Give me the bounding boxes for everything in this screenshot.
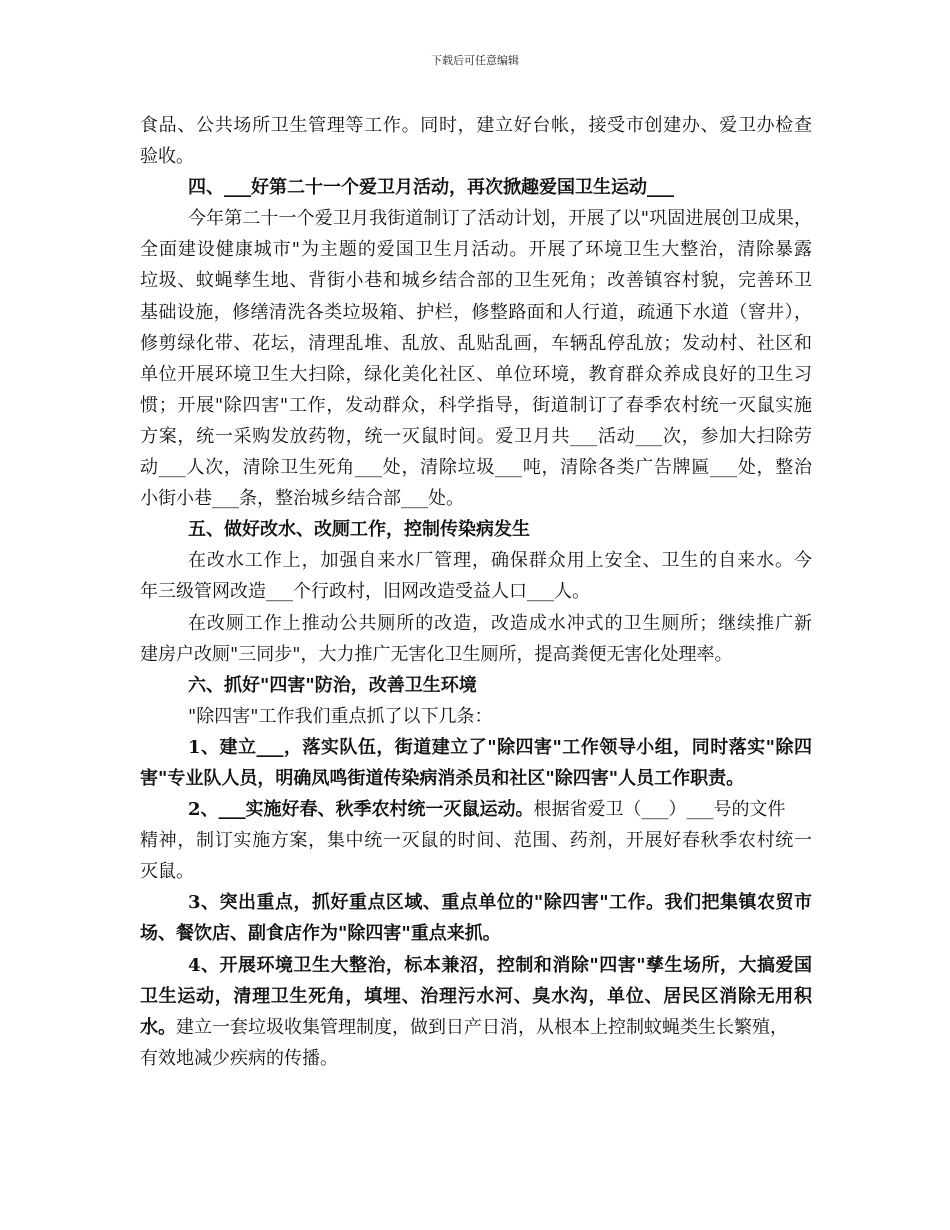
paragraph-line: 垃圾、蚊蝇孳生地、背街小巷和城乡结合部的卫生死角；改善镇容村貌，完善环卫 [140,270,812,292]
paragraph-line: 精神，制订实施方案，集中统一灭鼠的时间、范围、药剂，开展好春秋季农村统一 [140,830,812,852]
paragraph-line: 全面建设健康城市"为主题的爱国卫生月活动。开展了环境卫生大整治，清除暴露 [140,239,812,261]
section-heading: 四、___好第二十一个爱卫月活动，再次掀趣爱国卫生运动___ [188,177,674,199]
paragraph-line: 有效地减少疾病的传播。 [140,1047,338,1069]
document-body [140,110,812,1074]
paragraph-line: 今年第二十一个爱卫月我街道制订了活动计划，开展了以"巩固进展创卫成果， [188,208,812,230]
paragraph-line: 方案，统一采购发放药物，统一灭鼠时间。爱卫月共___活动___次，参加大扫除劳 [140,425,812,447]
paragraph-line: 4、开展环境卫生大整治，标本兼沼，控制和消除"四害"孳生场所，大搞爱国 [188,954,812,976]
paragraph-line: 小街小巷___条，整治城乡结合部___处。 [140,488,464,510]
paragraph-line [140,1012,812,1043]
paragraph-line: 动___人次，清除卫生死角___处，清除垃圾___吨，清除各类广告牌匾___处，整治 [140,457,812,479]
paragraph-line: 单位开展环境卫生大扫除，绿化美化社区、单位环境，教育群众养成良好的卫生习 [140,363,812,385]
section-heading: 六、抓好"四害"防治，改善卫生环境 [188,674,477,696]
inline-bold-text: 水。 [140,1016,176,1038]
section-heading: 五、做好改水、改厕工作，控制传染病发生 [188,519,530,541]
inline-text: 根据省爱卫（___）___号的文件 [533,799,786,821]
paragraph-line [140,794,812,825]
inline-text: 建立一套垃圾收集管理制度，做到日产日消，从根本上控制蚊蝇类生长繁殖， [176,1016,788,1038]
paragraph-line: "除四害"工作我们重点抓了以下几条： [188,705,493,727]
paragraph-line: 修剪绿化带、花坛，清理乱堆、乱放、乱贴乱画，车辆乱停乱放；发动村、社区和 [140,332,812,354]
paragraph-line: 在改厕工作上推动公共厕所的改造，改造成水冲式的卫生厕所；继续推广新 [188,612,812,634]
paragraph-line: 年三级管网改造___个行政村，旧网改造受益人口___人。 [140,581,590,603]
paragraph-line: 卫生运动，清理卫生死角，填埋、治理污水河、臭水沟，单位、居民区消除无用积 [140,985,812,1007]
paragraph-line: 3、突出重点，抓好重点区域、重点单位的"除四害"工作。我们把集镇农贸市 [188,892,812,914]
paragraph-line: 基础设施，修缮清洗各类垃圾箱、护栏，修整路面和人行道，疏通下水道（窨井）， [140,301,812,323]
paragraph-line: 灭鼠。 [140,861,194,883]
paragraph-line: 在改水工作上，加强自来水厂管理，确保群众用上安全、卫生的自来水。今 [188,550,812,572]
paragraph-line: 场、餐饮店、副食店作为"除四害"重点来抓。 [140,923,501,945]
page-header: 下载后可任意编辑 [431,54,519,67]
paragraph-line: 1、建立___，落实队伍，街道建立了"除四害"工作领导小组，同时落实"除四 [188,736,812,758]
paragraph-line: 建房户改厕"三同步"，大力推广无害化卫生厕所，提高粪便无害化处理率。 [140,643,733,665]
inline-bold-text: 2、___实施好春、秋季农村统一灭鼠运动。 [188,799,534,821]
paragraph-line: 害"专业队人员，明确凤鸣街道传染病消杀员和社区"除四害"人员工作职责。 [140,767,745,789]
paragraph-line: 验收。 [140,146,194,168]
paragraph-line: 食品、公共场所卫生管理等工作。同时，建立好台帐，接受市创建办、爱卫办检查 [140,115,812,136]
paragraph-line: 惯；开展"除四害"工作，发动群众，科学指导，街道制订了春季农村统一灭鼠实施 [140,394,812,416]
